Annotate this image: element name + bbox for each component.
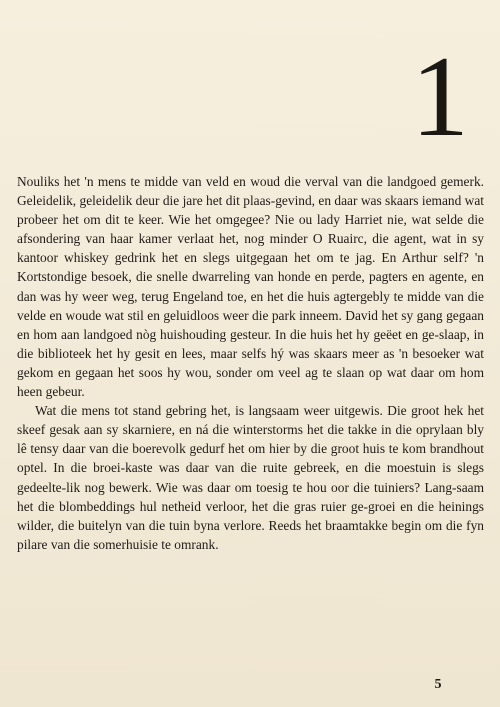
paragraph-2: Wat die mens tot stand gebring het, is langsaam weer uitgewis. Die groot hek het skeef gesak aan sy skarniere, en ná die winterstorms het die takke in die oprylaan bly lê tensy daar van die boerevolk gedurf het om hier by die groot huis te kom brandhout optel. In die broei-kaste was daar van die ruite gebreek, en die moestuin is slegs gedeelte-lik nog bewerk. Wie was daar om toesig te hou oor die tuiniers? Lang-saam het die blombeddings hul netheid verloor, het die gras ruier ge-groei en die heinings wilder, die buitelyn van die tuin byna verlore. Reeds het braamtakke begin om die fyn pilare van die somerhuisie te omrank. (17, 403, 484, 552)
paragraph-1: Nouliks het 'n mens te midde van veld en woud die verval van die landgoed gemerk. Geleidelik, geleidelik deur die jare het dit plaas-gevind, en daar was skaars iemand wat probeer het om dit te keer. Wie het omgegee? Nie ou lady Harriet nie, wat selde die afsondering van haar kamer verlaat het, nog minder O Ruairc, die agent, wat in sy kantoor whiskey gedrink het en slegs uitgegaan het om te jag. En Arthur self? 'n Kortstondige besoek, die snelle dwarreling van honde en perde, pagters en agente, en dan was hy weer weg, terug Engeland toe, en het die huis agtergebly te midde van die velde en woude wat stil en geluidloos weer die park inneem. David het sy gang gegaan en hom aan landgoed nòg huishouding gesteur. In die huis het hy geëet en ge-slaap, in die biblioteek het hy gesit en lees, maar selfs hý was skaars meer as 'n besoeker wat gekom en gegaan het soos hy wou, sonder om veel ag te slaan op wat daar om hom heen gebeur. (17, 174, 484, 400)
chapter-number: 1 (411, 33, 469, 161)
body-text (17, 172, 484, 554)
page-number: 5 (434, 677, 442, 692)
